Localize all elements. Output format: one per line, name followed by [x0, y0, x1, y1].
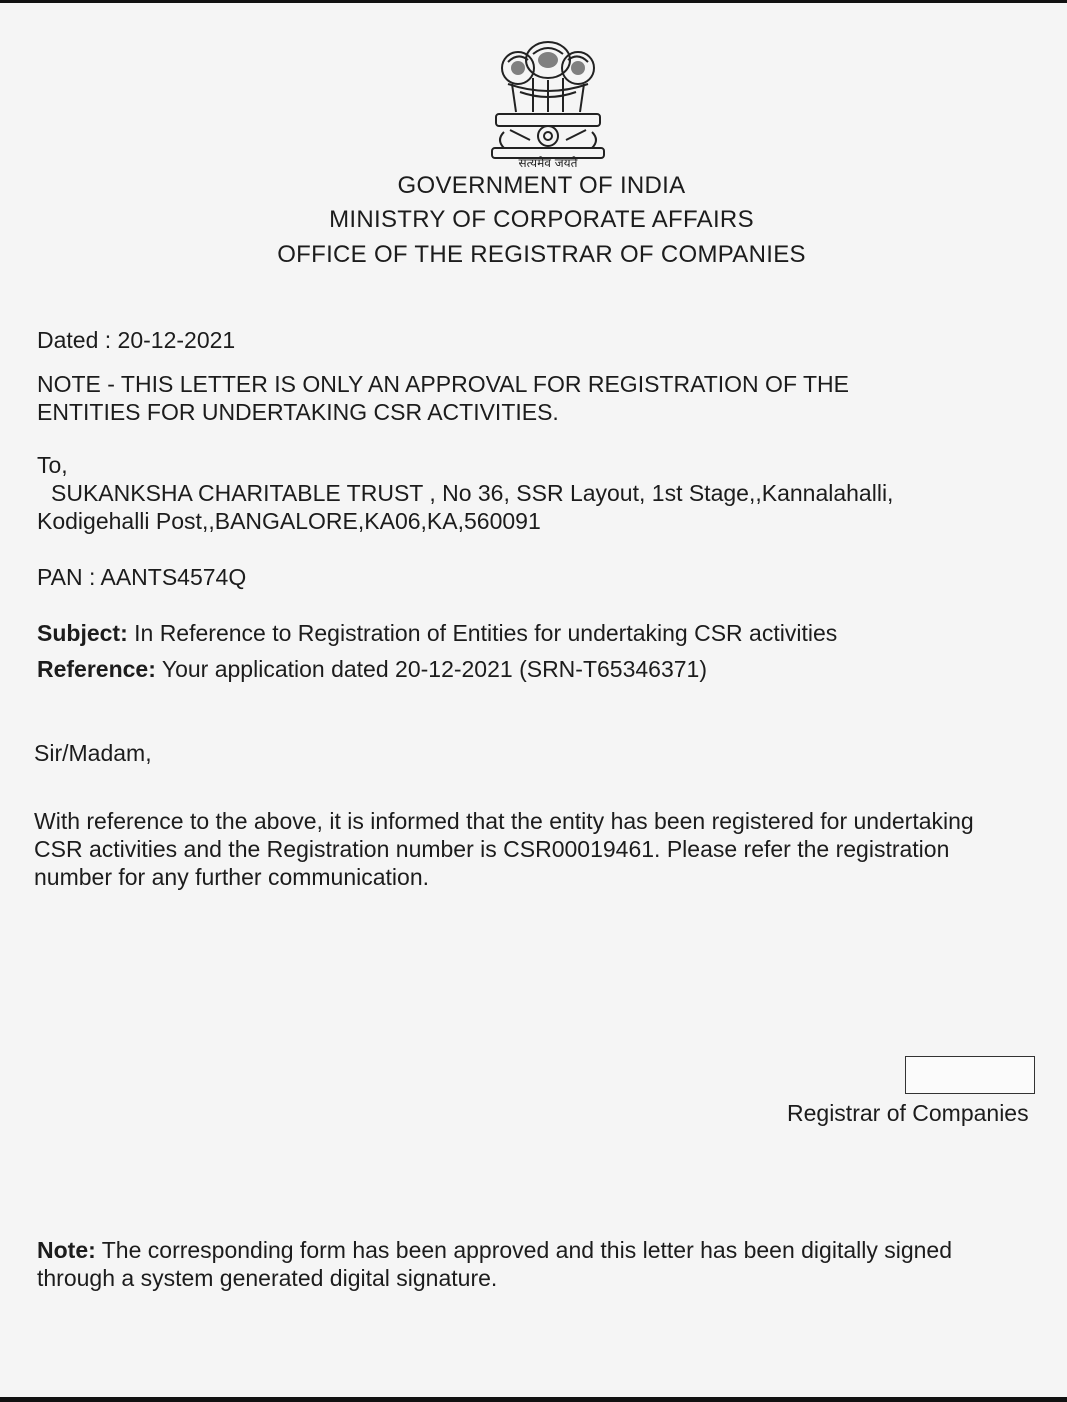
top-border: [0, 0, 1067, 3]
to-label: To,: [37, 452, 68, 478]
approval-note-line2: ENTITIES FOR UNDERTAKING CSR ACTIVITIES.: [37, 399, 559, 425]
body-line1: With reference to the above, it is informed that the entity has been registered for undertaking: [34, 808, 974, 834]
reference-label: Reference:: [37, 656, 156, 682]
footer-note-text: The corresponding form has been approved and this letter has been digitally signed: [95, 1237, 953, 1263]
heading-government: GOVERNMENT OF INDIA: [397, 172, 686, 199]
footer-note-line1: [37, 1236, 952, 1264]
heading-ministry: MINISTRY OF CORPORATE AFFAIRS: [329, 206, 754, 233]
signatory-title: Registrar of Companies: [787, 1100, 1029, 1126]
national-emblem-icon: [478, 32, 618, 172]
reference-text: Your application dated 20-12-2021 (SRN-T65346371): [155, 656, 707, 682]
pan-number: PAN : AANTS4574Q: [37, 564, 247, 590]
reference-line: [37, 655, 707, 683]
national-motto: सत्यमेव जयते: [518, 156, 578, 170]
subject-line: [37, 619, 837, 647]
subject-label: Subject:: [37, 620, 128, 646]
subject-text: In Reference to Registration of Entities for undertaking CSR activities: [127, 620, 838, 646]
letter-date: Dated : 20-12-2021: [37, 327, 236, 353]
body-line2: CSR activities and the Registration number is CSR00019461. Please refer the registration: [34, 836, 950, 862]
heading-office: OFFICE OF THE REGISTRAR OF COMPANIES: [277, 241, 806, 268]
address-line1: SUKANKSHA CHARITABLE TRUST , No 36, SSR Layout, 1st Stage,,Kannalahalli,: [51, 480, 894, 506]
approval-note-line1: NOTE - THIS LETTER IS ONLY AN APPROVAL FOR REGISTRATION OF THE: [37, 371, 849, 397]
address-line2: Kodigehalli Post,,BANGALORE,KA06,KA,560091: [37, 508, 541, 534]
salutation: Sir/Madam,: [34, 740, 152, 766]
body-line3: number for any further communication.: [34, 864, 430, 890]
footer-note-line2: through a system generated digital signature.: [37, 1265, 498, 1291]
bottom-border: [0, 1397, 1067, 1402]
footer-note-label: Note:: [37, 1237, 96, 1263]
digital-signature-box: [905, 1056, 1035, 1094]
